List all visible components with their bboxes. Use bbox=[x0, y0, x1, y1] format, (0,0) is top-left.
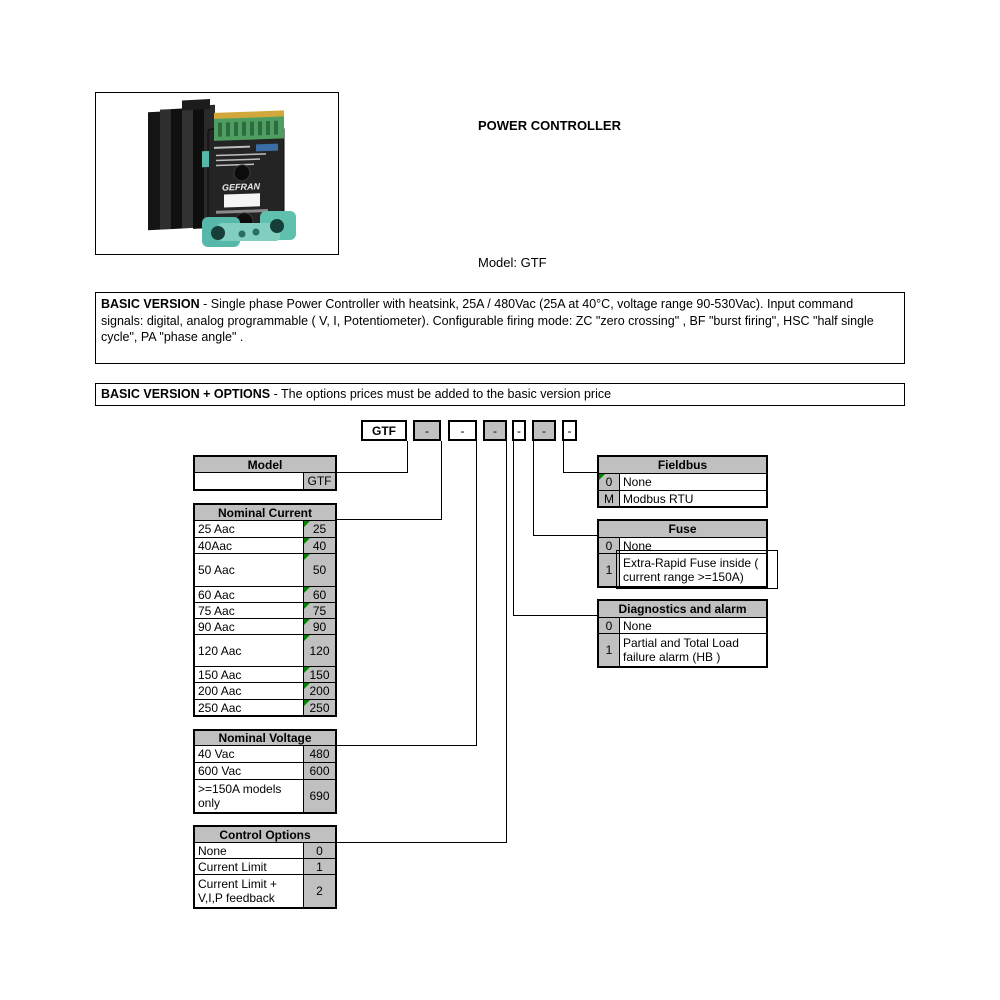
basic-version-text: - Single phase Power Controller with heatsink, 25A / 480Vac (25A at 40°C, voltage range 90-530Vac). Input command signals: digital, analog programmable ( V, I, Potentiometer). Configurable firing mode: ZC "zero crossing" , BF "burst firing", HSC "half single cycle", PA "phase angle" . bbox=[101, 297, 874, 344]
option-label-cell: 250 Aac bbox=[198, 700, 242, 715]
connector-model bbox=[337, 441, 408, 473]
option-label-cell: 120 Aac bbox=[198, 643, 242, 658]
comment-marker-icon bbox=[304, 603, 310, 609]
table-row bbox=[599, 618, 766, 634]
option-label-cell: None bbox=[623, 618, 652, 633]
option-code-cell: 250 bbox=[303, 700, 335, 715]
model-label: Model: GTF bbox=[478, 255, 547, 270]
table-header: Diagnostics and alarm bbox=[599, 601, 766, 618]
option-code-cell: 2 bbox=[303, 875, 335, 907]
option-code-cell: 75 bbox=[303, 603, 335, 618]
option-code-cell: 60 bbox=[303, 587, 335, 602]
options-version-box bbox=[95, 383, 905, 406]
comment-marker-icon bbox=[304, 554, 310, 560]
order-code-box-model: GTF bbox=[361, 420, 407, 441]
table-header: Fieldbus bbox=[599, 457, 766, 474]
option-label-cell: None bbox=[623, 475, 652, 489]
table-row bbox=[195, 875, 335, 907]
table-row bbox=[599, 474, 766, 491]
table-model bbox=[193, 455, 337, 491]
table-header: Fuse bbox=[599, 521, 766, 538]
option-code-cell: 40 bbox=[303, 538, 335, 553]
option-label-cell: 90 Aac bbox=[198, 619, 235, 634]
option-label-cell: 75 Aac bbox=[198, 603, 235, 618]
order-code-box-current: - bbox=[413, 420, 441, 441]
table-row bbox=[195, 554, 335, 587]
table-nominal-voltage bbox=[193, 729, 337, 814]
option-code-cell: 50 bbox=[303, 554, 335, 586]
table-row bbox=[195, 603, 335, 619]
table-row bbox=[195, 538, 335, 554]
option-label-cell: 200 Aac bbox=[198, 684, 242, 698]
comment-marker-icon bbox=[304, 538, 310, 544]
comment-marker-icon bbox=[304, 700, 310, 706]
table-header: Nominal Voltage bbox=[195, 731, 335, 746]
option-label-cell: 600 Vac bbox=[198, 764, 242, 778]
option-code-cell: 600 bbox=[303, 763, 335, 779]
option-label-cell: Extra-Rapid Fuse inside ( current range >=150A) bbox=[623, 556, 759, 584]
option-label-cell: Current Limit + V,I,P feedback bbox=[198, 877, 278, 905]
option-label-cell: >=150A models only bbox=[198, 782, 282, 810]
table-row bbox=[195, 700, 335, 715]
table-row bbox=[195, 746, 335, 763]
option-label-cell: 25 Aac bbox=[198, 522, 235, 536]
table-row bbox=[195, 683, 335, 700]
connector-nominal-current bbox=[337, 441, 442, 520]
option-code-cell: 0 bbox=[599, 618, 620, 633]
table-row bbox=[195, 473, 335, 489]
option-code-cell: GTF bbox=[303, 473, 335, 489]
option-code-cell: 1 bbox=[599, 634, 620, 666]
option-label-cell: 40Aac bbox=[198, 538, 233, 553]
option-code-cell: M bbox=[599, 491, 620, 506]
table-control-options bbox=[193, 825, 337, 909]
page-title: POWER CONTROLLER bbox=[478, 118, 621, 133]
table-row bbox=[195, 763, 335, 780]
option-code-cell: 150 bbox=[303, 667, 335, 682]
option-code-cell: 90 bbox=[303, 619, 335, 634]
comment-marker-icon bbox=[304, 619, 310, 625]
option-code-cell: 120 bbox=[303, 635, 335, 666]
basic-version-heading: BASIC VERSION bbox=[101, 297, 200, 311]
comment-marker-icon bbox=[599, 474, 605, 480]
option-code-cell: 25 bbox=[303, 521, 335, 537]
order-code-box-voltage: - bbox=[448, 420, 477, 441]
option-label-cell: None bbox=[198, 843, 227, 858]
connector-fuse bbox=[534, 441, 598, 536]
option-label-cell: 40 Vac bbox=[198, 747, 235, 761]
order-code-box-control: - bbox=[483, 420, 507, 441]
option-label-cell: 60 Aac bbox=[198, 587, 235, 602]
table-header: Control Options bbox=[195, 827, 335, 843]
option-code-cell: 0 bbox=[599, 474, 620, 490]
connector-fieldbus bbox=[564, 441, 598, 473]
option-label-cell: 150 Aac bbox=[198, 667, 242, 682]
order-code-box-fuse: - bbox=[532, 420, 556, 441]
table-row bbox=[599, 491, 766, 506]
product-image-frame bbox=[95, 92, 339, 255]
table-header: Nominal Current bbox=[195, 505, 335, 521]
table-row bbox=[195, 859, 335, 875]
table-header: Model bbox=[195, 457, 335, 473]
table-row bbox=[195, 635, 335, 667]
option-label-cell: 50 Aac bbox=[198, 563, 235, 577]
option-label-cell: Partial and Total Load failure alarm (HB ) bbox=[623, 636, 739, 664]
option-code-cell: 480 bbox=[303, 746, 335, 762]
option-code-cell: 1 bbox=[599, 554, 620, 586]
table-row bbox=[195, 667, 335, 683]
comment-marker-icon bbox=[304, 683, 310, 689]
option-code-cell: 0 bbox=[303, 843, 335, 858]
options-version-heading: BASIC VERSION + OPTIONS bbox=[101, 387, 271, 401]
table-row bbox=[195, 619, 335, 635]
comment-marker-icon bbox=[304, 587, 310, 593]
svg-text:GEFRAN: GEFRAN bbox=[222, 181, 260, 193]
basic-version-box bbox=[95, 292, 905, 364]
order-code-box-diagnostics: - bbox=[512, 420, 526, 441]
option-label-cell: Current Limit bbox=[198, 859, 267, 874]
option-label-cell: Modbus RTU bbox=[623, 491, 694, 506]
table-row bbox=[195, 521, 335, 538]
options-version-text: - The options prices must be added to the basic version price bbox=[270, 387, 612, 401]
option-code-cell: 0 bbox=[599, 538, 620, 553]
comment-marker-icon bbox=[304, 635, 310, 641]
connector-control-options bbox=[337, 441, 507, 843]
comment-marker-icon bbox=[304, 521, 310, 527]
option-code-cell: 1 bbox=[303, 859, 335, 874]
order-code-box-fieldbus: - bbox=[562, 420, 577, 441]
table-diagnostics bbox=[597, 599, 768, 668]
table-row bbox=[195, 780, 335, 812]
table-row bbox=[195, 587, 335, 603]
comment-marker-icon bbox=[304, 667, 310, 673]
option-code-cell: 200 bbox=[303, 683, 335, 699]
option-code-cell: 690 bbox=[303, 780, 335, 812]
option-label-cell bbox=[195, 473, 303, 489]
table-nominal-current bbox=[193, 503, 337, 717]
connector-diagnostics bbox=[514, 441, 598, 616]
table-fieldbus bbox=[597, 455, 768, 508]
table-row bbox=[195, 843, 335, 859]
table-row bbox=[599, 634, 766, 666]
connector-nominal-voltage bbox=[337, 441, 477, 746]
fuse-option-highlight-outline bbox=[616, 550, 778, 589]
option-label-cell: None bbox=[623, 538, 652, 553]
power-controller-photo bbox=[96, 93, 336, 252]
